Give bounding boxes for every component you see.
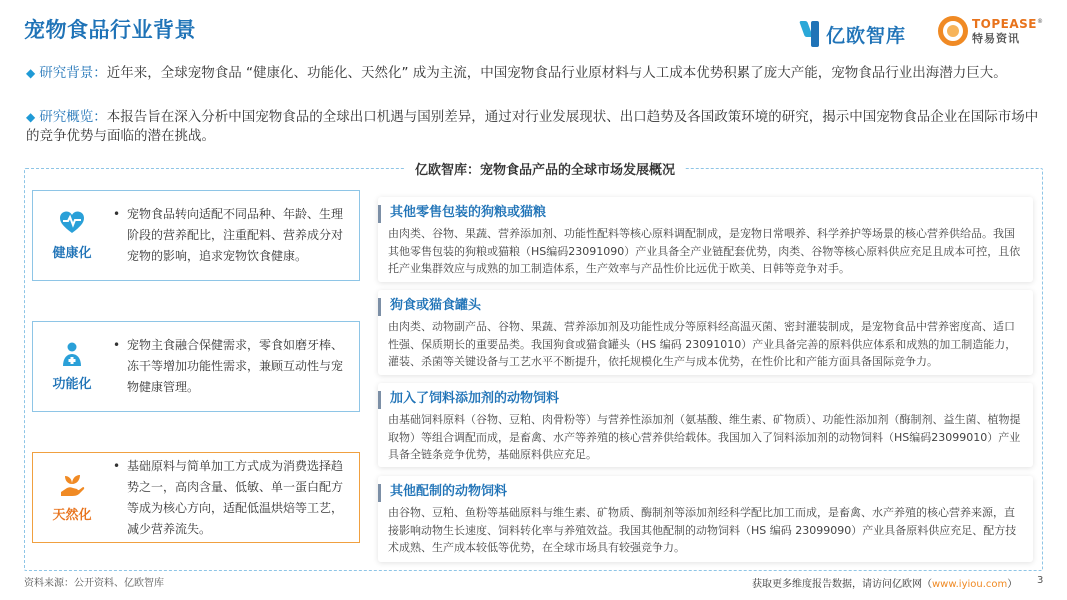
product-title: 其他零售包装的狗粮或猫粮 (390, 205, 547, 220)
product-title: 狗食或猫食罐头 (390, 298, 482, 313)
trend-label: 健康化 (52, 246, 92, 261)
trend-description: • 基础原料与简单加工方式成为消费选择趋势之一，高肉含量、低敏、单一蛋白配方等成为核心方向，适配低温烘焙等工艺，减少营养流失。 (111, 456, 359, 540)
leaf-hand-icon (59, 472, 85, 498)
topease-logo-mark-icon (938, 16, 968, 46)
product-card (378, 197, 1033, 282)
trend-description: • 宠物主食融合保健需求，零食如磨牙棒、冻干等增加功能性需求，兼顾互动性与宠物健康管理。 (111, 335, 359, 398)
yiou-logo (800, 17, 906, 51)
product-title: 其他配制的动物饲料 (390, 484, 508, 499)
diamond-bullet-icon: ◆ (26, 110, 36, 124)
product-card (378, 290, 1033, 375)
card-accent-bar (378, 298, 381, 316)
intro-overview (26, 108, 1046, 146)
website-link[interactable]: www.iyiou.com (932, 579, 1008, 590)
person-health-icon (59, 341, 85, 367)
trend-card-health (32, 190, 360, 281)
trend-card-function (32, 321, 360, 412)
trend-card-natural (32, 452, 360, 543)
topease-logo-cn: 特易资讯 (972, 32, 1020, 45)
topease-logo (938, 16, 1044, 46)
product-description: 由肉类、动物副产品、谷物、果蔬、营养添加剂及功能性成分等原料经高温灭菌、密封灌装制成，是宠物食品中营养密度高、适口性强、保质期长的重要品类。我国狗食或猫食罐头（HS 编码 23091010）产业具备完善的原料供应体系和成熟的加工制造能力，灌装、杀菌等关键设备与工艺水平不断提升，依托规模化生产与成本优势，在性价比和产能方面具备国际竞争力。 (388, 320, 1017, 368)
trend-description: • 宠物食品转向适配不同品种、年龄、生理阶段的营养配比，注重配料、营养成分对宠物的影响，追求宠物饮食健康。 (111, 204, 359, 267)
product-card (378, 476, 1033, 562)
topease-logo-en: TOPEASE® (972, 17, 1044, 31)
card-accent-bar (378, 484, 381, 502)
heart-pulse-icon (59, 210, 85, 236)
frame-title: 亿欧智库：宠物食品产品的全球市场发展概况 (405, 159, 685, 178)
card-accent-bar (378, 391, 381, 409)
diamond-bullet-icon: ◆ (26, 66, 36, 80)
product-description: 由基础饲料原料（谷物、豆粕、肉骨粉等）与营养性添加剂（氨基酸、维生素、矿物质）、功能性添加剂（酶制剂、益生菌、植物提取物）等组合调配而成，是畜禽、水产等养殖的核心营养供给载体。我国加入了饲料添加剂的动物饲料（HS编码23099010）产业具备全链条竞争优势，基础原料供应充足。 (388, 413, 1021, 461)
page-number: 3 (1037, 575, 1044, 586)
product-description: 由谷物、豆粕、鱼粉等基础原料与维生素、矿物质、酶制剂等添加剂经科学配比加工而成，是畜禽、水产养殖的核心营养来源，直接影响动物生长速度、饲料转化率与养殖效益。我国其他配制的动物饲料（HS 编码 23099090）产业具备原料供应充足、配方技术成熟、生产成本较低等优势，在全球市场具有较强竞争力。 (388, 506, 1017, 554)
footer-note: 获取更多维度报告数据，请访问亿欧网（www.iyiou.com） (752, 579, 1018, 590)
trend-label: 功能化 (52, 377, 92, 392)
product-description: 由肉类、谷物、果蔬、营养添加剂、功能性配料等核心原料调配制成，是宠物日常喂养、科学养护等场景的核心营养供给品。我国其他零售包装的狗粮或猫粮（HS编码23091090）产业具备全产业链配套优势，肉类、谷物等核心原料供应充足且成本可控，且依托产业集群效应与成熟的加工制造体系，生产效率与产品性价比远优于欧美、日韩等竞争对手。 (388, 227, 1021, 275)
source-note: 资料来源：公开资料、亿欧智库 (24, 578, 164, 589)
product-title: 加入了饲料添加剂的动物饲料 (390, 391, 560, 406)
intro-text: 近年来，全球宠物食品 “健康化、功能化、天然化” 成为主流，中国宠物食品行业原材料与人工成本优势积累了庞大产能，宠物食品行业出海潜力巨大。 (106, 65, 1007, 81)
intro-label: 研究背景： (39, 65, 107, 81)
card-accent-bar (378, 205, 381, 223)
trend-label: 天然化 (52, 508, 92, 523)
product-card (378, 383, 1033, 467)
intro-label: 研究概览： (39, 109, 107, 125)
intro-background (26, 64, 1046, 83)
yiou-logo-text: 亿欧智库 (826, 24, 907, 47)
page-title: 宠物食品行业背景 (24, 18, 196, 42)
intro-text: 本报告旨在深入分析中国宠物食品的全球出口机遇与国别差异，通过对行业发展现状、出口趋势及各国政策环境的研究，揭示中国宠物食品企业在国际市场中的竞争优势与面临的潜在挑战。 (26, 109, 1039, 144)
yiou-logo-mark-icon (800, 19, 822, 49)
